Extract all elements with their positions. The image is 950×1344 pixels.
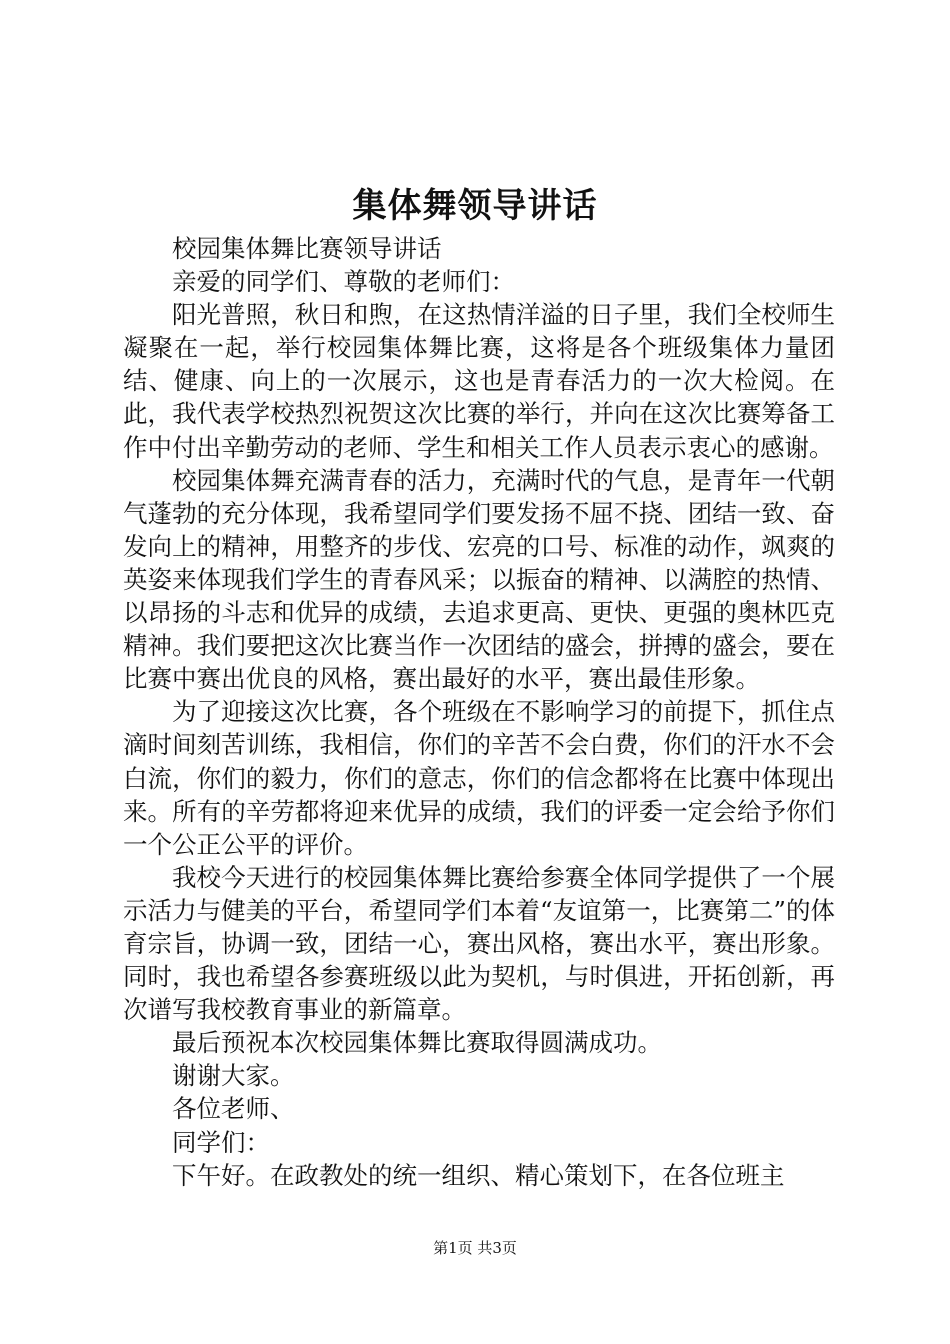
- paragraph: 谢谢大家。: [172, 1061, 295, 1091]
- paragraph: 为了迎接这次比赛，各个班级在不影响学习的前提下，抓住点滴时间刻苦训练，我相信，你们的辛苦不会白费，你们的汗水不会白流，你们的毅力，你们的意志，你们的信念都将在比赛中体现出来。所有的辛劳都将迎来优异的成绩，我们的评委一定会给予你们一个公正公平的评价。: [123, 697, 835, 859]
- paragraph: 同学们：: [172, 1127, 270, 1157]
- paragraph: 我校今天进行的校园集体舞比赛给参赛全体同学提供了一个展示活力与健美的平台，希望同学们本着“友谊第一，比赛第二”的体育宗旨，协调一致，团结一心，赛出风格，赛出水平，赛出形象。同时，我也希望各参赛班级以此为契机，与时俱进，开拓创新，再次谱写我校教育事业的新篇章。: [123, 862, 835, 1025]
- paragraph: 阳光普照，秋日和煦，在这热情洋溢的日子里，我们全校师生凝聚在一起，举行校园集体舞比赛，这将是各个班级集体力量团结、健康、向上的一次展示，这也是青春活力的一次大检阅。在此，我代表学校热烈祝贺这次比赛的举行，并向在这次比赛筹备工作中付出辛勤劳动的老师、学生和相关工作人员表示衷心的感谢。: [123, 300, 835, 462]
- paragraph-salutation: 亲爱的同学们、尊敬的老师们：: [172, 267, 515, 297]
- paragraph: 最后预祝本次校园集体舞比赛取得圆满成功。: [172, 1028, 662, 1058]
- paragraph: 校园集体舞充满青春的活力，充满时代的气息，是青年一代朝气蓬勃的充分体现，我希望同学们要发扬不屈不挠、团结一致、奋发向上的精神，用整齐的步伐、宏亮的口号、标准的动作，飒爽的英姿来体现我们学生的青春风采；以振奋的精神、以满腔的热情、以昂扬的斗志和优异的成绩，去追求更高、更快、更强的奥林匹克精神。我们要把这次比赛当作一次团结的盛会，拼搏的盛会，要在比赛中赛出优良的风格，赛出最好的水平，赛出最佳形象。: [123, 465, 835, 694]
- paragraph: 各位老师、: [172, 1094, 295, 1124]
- page-footer: 第1页 共3页: [433, 1239, 517, 1257]
- document-title: 集体舞领导讲话: [352, 186, 598, 226]
- paragraph: 下午好。在政教处的统一组织、精心策划下，在各位班主: [172, 1160, 785, 1190]
- document-body: [123, 232, 835, 1192]
- paragraph-subtitle: 校园集体舞比赛领导讲话: [172, 234, 442, 263]
